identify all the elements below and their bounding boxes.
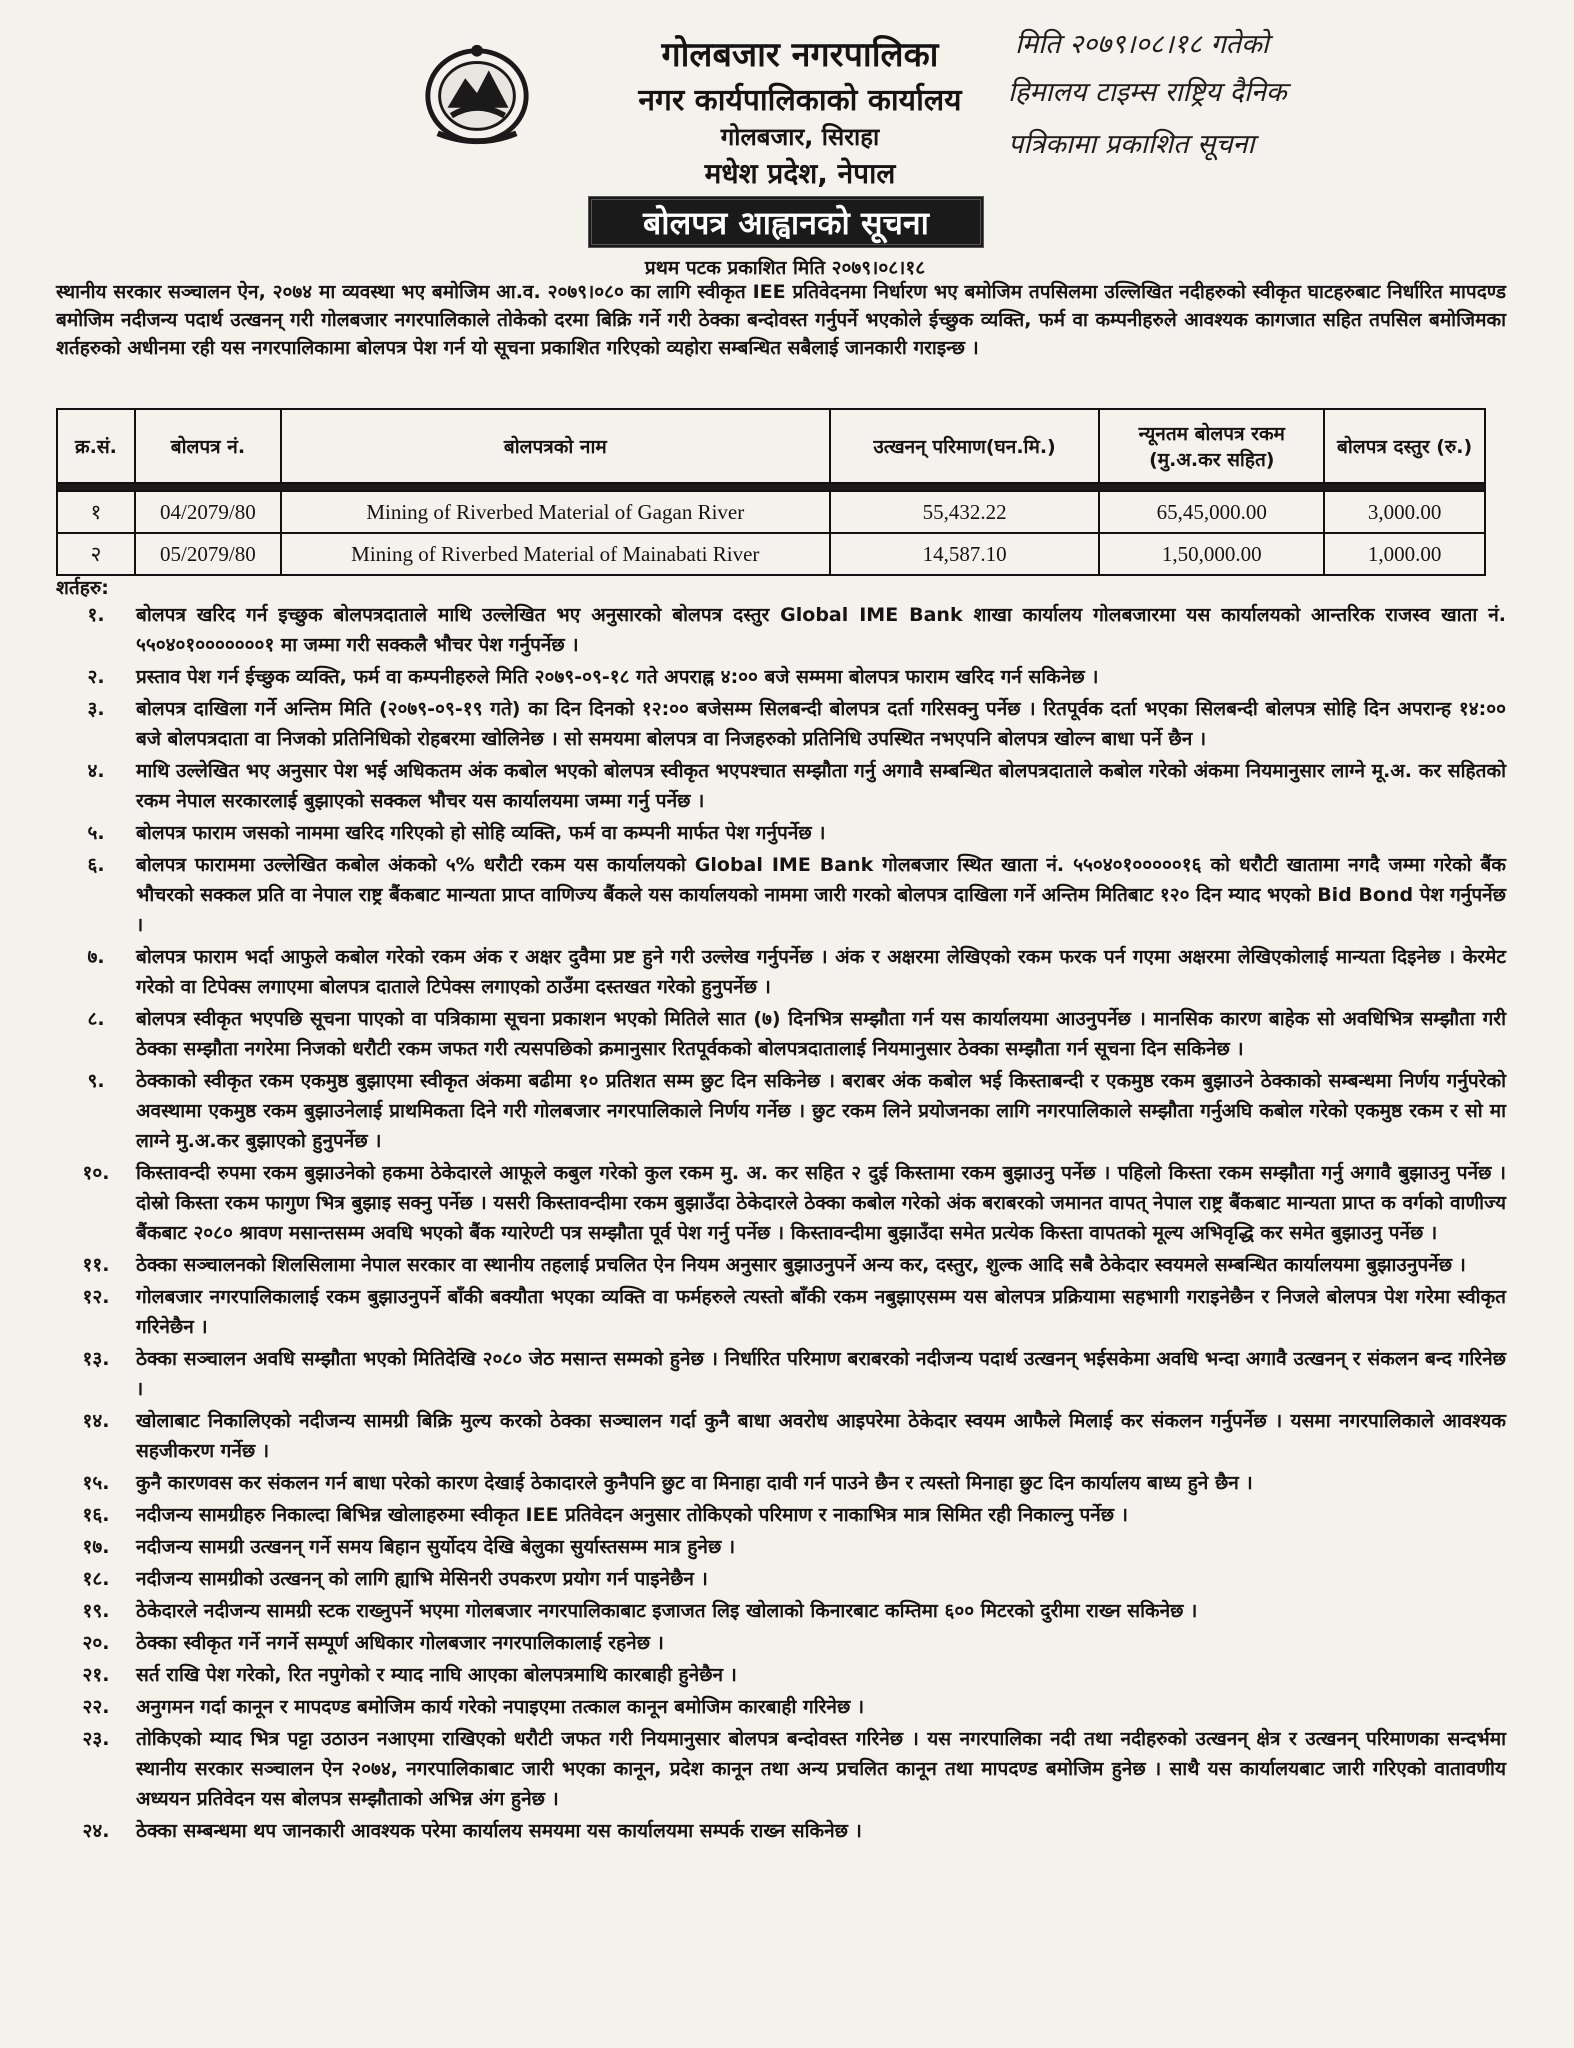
table-cell: 65,45,000.00 [1099, 491, 1324, 533]
condition-number: २१. [82, 1664, 110, 1686]
condition-text: कुनै कारणवस कर संकलन गर्न बाधा परेको कारण देखाई ठेकादारले कुनैपनि छुट वा मिनाहा दावी गर्न पाउने छैन र त्यस्तो मिनाहा छुट दिन कार्यालय बाध्य हुने छैन । [136, 1472, 1253, 1494]
condition-text: नदीजन्य सामग्री उत्खनन् गर्ने समय बिहान सुर्योदय देखि बेलुका सुर्यास्तसम्म मात्र हुनेछ । [136, 1536, 736, 1558]
condition-number: २२. [82, 1696, 110, 1718]
condition-text: ठेक्का स्वीकृत गर्ने नगर्ने सम्पूर्ण अधिकार गोलबजार नगरपालिकालाई रहनेछ । [136, 1632, 664, 1654]
condition-item [56, 1004, 1506, 1064]
condition-number: १०. [82, 1162, 110, 1184]
table-header-cell: क्र.सं. [57, 409, 135, 483]
condition-item [56, 756, 1506, 816]
condition-item [56, 1158, 1506, 1248]
handwritten-note-line1: मिति २०७९।०८।१८ गतेको [1015, 29, 1269, 60]
condition-number: १७. [82, 1536, 110, 1558]
table-cell: 05/2079/80 [135, 533, 281, 575]
condition-item [56, 1660, 1506, 1690]
condition-text: खोलाबाट निकालिएको नदीजन्य सामग्री बिक्रि मुल्य करको ठेक्का सञ्चालन गर्दा कुनै बाधा अवरोध आइपरेमा ठेकेदार स्वयम आफैले मिलाई कर संकलन गर्नुपर्नेछ । यसमा नगरपालिकाले आवश्यक सहजीकरण गर्नेछ । [136, 1410, 1506, 1462]
table-header-cell: उत्खनन् परिमाण(घन.मि.) [830, 409, 1100, 483]
condition-number: ८. [87, 1008, 105, 1030]
condition-text: ठेक्का सञ्चालन अवधि सम्झौता भएको मितिदेखि २०८० जेठ मसान्त सम्मको हुनेछ । निर्धारित परिमाण बराबरको नदीजन्य पदार्थ उत्खनन् भईसकेमा अवधि भन्दा अगावै उत्खनन् र संकलन बन्द गरिनेछ । [136, 1348, 1506, 1400]
condition-item [56, 1724, 1506, 1814]
condition-item [56, 1066, 1506, 1156]
table-header-cell: बोलपत्रको नाम [281, 409, 830, 483]
notice-title: बोलपत्र आह्वानको सूचना [588, 196, 984, 248]
intro-paragraph: स्थानीय सरकार सञ्चालन ऐन, २०७४ मा व्यवस्था भए बमोजिम आ.व. २०७९।०८० का लागि स्वीकृत IEE प्रतिवेदनमा निर्धारण भए बमोजिम तपसिलमा उल्लिखित नदीहरुको स्वीकृत घाटहरुबाट निर्धारित मापदण्ड बमोजिम नदीजन्य पदार्थ उत्खनन् गरी गोलबजार नगरपालिकाले तोकेको दरमा बिक्रि गर्ने गरी ठेक्का बन्दोवस्त गर्नुपर्ने भएकोले ईच्छुक व्यक्ति, फर्म वा कम्पनीहरुले आवश्यक कागजात सहित तपसिल बमोजिमका शर्तहरुको अधीनमा रही यस नगरपालिकामा बोलपत्र पेश गर्न यो सूचना प्रकाशित गरिएको व्यहोरा सम्बन्धित सबैलाई जानकारी गराइन्छ । [56, 281, 1506, 359]
conditions-list [56, 600, 1506, 1848]
condition-number: ६. [87, 854, 105, 876]
table-cell: 55,432.22 [830, 491, 1100, 533]
office-name: नगर कार्यपालिकाको कार्यालय [638, 83, 962, 118]
handwritten-note-line2: हिमालय टाइम्स राष्ट्रिय दैनिक [1008, 77, 1287, 108]
condition-item [56, 662, 1506, 692]
condition-text: ठेक्का सञ्चालनको शिलसिलामा नेपाल सरकार वा स्थानीय तहलाई प्रचलित ऐन नियम अनुसार बुझाउनुपर्ने अन्य कर, दस्तुर, शुल्क आदि सबै ठेकेदार स्वयमले सम्बन्धित कार्यालयमा बुझाउनुपर्नेछ । [136, 1254, 1466, 1276]
condition-number: २. [87, 666, 105, 688]
condition-item [56, 1406, 1506, 1466]
condition-item [56, 850, 1506, 940]
condition-text: बोलपत्र फाराम भर्दा आफुले कबोल गरेको रकम अंक र अक्षर दुवैमा प्रष्ट हुने गरी उल्लेख गर्नुपर्नेछ । अंक र अक्षरमा लेखिएको रकम फरक पर्न गएमा अक्षरमा लेखिएकोलाई मान्यता दिइनेछ । केरमेट गरेको वा टिपेक्स लगाएमा बोलपत्र दाताले टिपेक्स लगाएको ठाउँमा दस्तखत गरेको हुनुपर्नेछ । [136, 946, 1506, 998]
condition-item [56, 1282, 1506, 1342]
table-cell: 04/2079/80 [135, 491, 281, 533]
condition-item [56, 1692, 1506, 1722]
condition-number: १९. [82, 1600, 110, 1622]
condition-text: बोलपत्र फाराम जसको नाममा खरिद गरिएको हो सोहि व्यक्ति, फर्म वा कम्पनी मार्फत पेश गर्नुपर्नेछ । [136, 822, 826, 844]
table-cell: 14,587.10 [830, 533, 1100, 575]
condition-item [56, 1564, 1506, 1594]
condition-text: गोलबजार नगरपालिकालाई रकम बुझाउनुपर्ने बाँकी बक्यौता भएका व्यक्ति वा फर्महरुले त्यस्तो बाँकी रकम नबुझाएसम्म यस बोलपत्र प्रक्रियामा सहभागी गराइनेछैन र निजले बोलपत्र पेश गरेमा स्वीकृत गरिनेछैन । [136, 1286, 1506, 1338]
condition-number: ७. [87, 946, 105, 968]
condition-text: किस्तावन्दी रुपमा रकम बुझाउनेको हकमा ठेकेदारले आफूले कबुल गरेको कुल रकम मु. अ. कर सहित २ दुई किस्तामा रकम बुझाउनु पर्नेछ । पहिलो किस्ता रकम सम्झौता गर्नु अगावै बुझाउनु पर्नेछ । दोस्रो किस्ता रकम फागुण भित्र बुझाइ सक्नु पर्नेछ । यसरी किस्तावन्दीमा रकम बुझाउँदा ठेकेदारले ठेक्का कबोल गरेको अंक बराबरको जमानत वापत् नेपाल राष्ट्र बैंकबाट मान्यता प्राप्त क वर्गको वाणीज्य बैंकबाट २०८० श्रावण मसान्तसम्म अवधि भएको बैंक ग्यारेण्टी पत्र सम्झौता पूर्व पेश गर्नु पर्नेछ । किस्तावन्दीमा बुझाउँदा समेत प्रत्येक किस्ता वापतको मूल्य अभिवृद्धि कर समेत बुझाउनु पर्नेछ । [136, 1162, 1506, 1244]
condition-item [56, 694, 1506, 754]
condition-text: बोलपत्र स्वीकृत भएपछि सूचना पाएको वा पत्रिकामा सूचना प्रकाशन भएको मितिले सात (७) दिनभित्र सम्झौता गर्न यस कार्यालयमा आउनुपर्नेछ । मानसिक कारण बाहेक सो अवधिभित्र सम्झौता गरी ठेक्का सम्झौता नगरेमा निजको धरौटी रकम जफत गरी त्यसपछिको क्रमानुसार रितपूर्वकको बोलपत्रदातालाई नियमानुसार ठेक्का सम्झौता गर्न सूचना दिन सकिनेछ । [136, 1008, 1506, 1060]
handwritten-note-line3: पत्रिकामा प्रकाशित सूचना [1008, 129, 1255, 160]
office-location: गोलबजार, सिराहा [720, 123, 880, 151]
condition-text: ठेक्काको स्वीकृत रकम एकमुष्ठ बुझाएमा स्वीकृत अंकमा बढीमा १० प्रतिशत सम्म छुट दिन सकिनेछ । बराबर अंक कबोल भई किस्ताबन्दी र एकमुष्ठ रकम बुझाउने ठेक्काको सम्बन्धमा निर्णय गर्नुपरेको अवस्थामा एकमुष्ठ रकम बुझाउनेलाई प्राथमिकता दिने गरी गोलबजार नगरपालिकाले निर्णय गर्नेछ । छुट रकम लिने प्रयोजनका लागि नगरपालिकाले सम्झौता गर्नुअघि कबोल गरेको एकमुष्ठ रकम र सो मा लाग्ने मु.अ.कर बुझाएको हुनुपर्नेछ । [136, 1070, 1506, 1152]
tender-table [56, 408, 1486, 576]
condition-number: १८. [82, 1568, 110, 1590]
condition-number: १. [87, 604, 105, 626]
condition-item [56, 1468, 1506, 1498]
condition-text: तोकिएको म्याद भित्र पट्टा उठाउन नआएमा राखिएको धरौटी जफत गरी नियमानुसार बोलपत्र बन्दोवस्त गरिनेछ । यस नगरपालिका नदी तथा नदीहरुको उत्खनन् क्षेत्र र उत्खनन् परिमाणका सन्दर्भमा स्थानीय सरकार सञ्चालन ऐन २०७४, नगरपालिकाबाट जारी भएका कानून, प्रदेश कानून तथा अन्य प्रचलित कानून तथा मापदण्ड बमोजिम हुनेछ । साथै यस कार्यालयबाट जारी गरिएको वातावणीय अध्ययन प्रतिवेदन यस बोलपत्र सम्झौताको अभिन्न अंग हुनेछ । [136, 1728, 1506, 1810]
table-cell: २ [57, 533, 135, 575]
condition-text: प्रस्ताव पेश गर्न ईच्छुक व्यक्ति, फर्म वा कम्पनीहरुले मिति २०७९-०९-१८ गते अपराह्न ४:०० बजे सम्ममा बोलपत्र फाराम खरिद गर्न सकिनेछ । [136, 666, 1099, 688]
condition-number: १२. [82, 1286, 110, 1308]
table-cell: १ [57, 491, 135, 533]
condition-item [56, 1816, 1506, 1846]
condition-number: ३. [87, 698, 105, 720]
condition-item [56, 1628, 1506, 1658]
table-row [57, 533, 1485, 575]
condition-text: माथि उल्लेखित भए अनुसार पेश भई अधिकतम अंक कबोल भएको बोलपत्र स्वीकृत भएपश्चात सम्झौता गर्नु अगावै सम्बन्धित बोलपत्रदाताले कबोल गरेको अंकमा नियमानुसार लाग्ने मू.अ. कर सहितको रकम नेपाल सरकारलाई बुझाएको सक्कल भौचर यस कार्यालयमा जम्मा गर्नु पर्नेछ । [136, 760, 1506, 812]
table-cell: 1,000.00 [1324, 533, 1485, 575]
province-name: मधेश प्रदेश, नेपाल [704, 157, 896, 190]
condition-text: बोलपत्र फाराममा उल्लेखित कबोल अंकको ५% धरौटी रकम यस कार्यालयको Global IME Bank गोलबजार स्थित खाता नं. ५५०४०१०००००१६ को धरौटी खातामा नगदै जम्मा गरेको बैंक भौचरको सक्कल प्रति वा नेपाल राष्ट्र बैंकबाट मान्यता प्राप्त वाणिज्य बैंकले यस कार्यालयको नाममा जारी गरको बोलपत्र दाखिला गर्ने अन्तिम मितिबाट १२० दिन म्याद भएको Bid Bond पेश गर्नुपर्नेछ । [136, 854, 1506, 936]
municipality-name: गोलबजार नगरपालिका [661, 35, 939, 75]
publication-date: प्रथम पटक प्रकाशित मिति २०७९।०८।१८ [644, 257, 926, 279]
condition-text: सर्त राखि पेश गरेको, रित नपुगेको र म्याद नाघि आएका बोलपत्रमाथि कारबाही हुनेछैन । [136, 1664, 737, 1686]
condition-number: ५. [87, 822, 105, 844]
condition-text: बोलपत्र खरिद गर्न इच्छुक बोलपत्रदाताले माथि उल्लेखित भए अनुसारको बोलपत्र दस्तुर Global IME Bank शाखा कार्यालय गोलबजारमा यस कार्यालयको आन्तरिक राजस्व खाता नं. ५५०४०१०००००००१ मा जम्मा गरी सक्कलै भौचर पेश गर्नुपर्नेछ । [136, 604, 1506, 656]
condition-item [56, 1250, 1506, 1280]
condition-item [56, 1532, 1506, 1562]
condition-number: ९. [87, 1070, 105, 1092]
condition-text: बोलपत्र दाखिला गर्ने अन्तिम मिति (२०७९-०९-१९ गते) का दिन दिनको १२:०० बजेसम्म सिलबन्दी बोलपत्र दर्ता गरिसक्नु पर्नेछ । रितपूर्वक दर्ता भएका सिलबन्दी बोलपत्र सोहि दिन अपरान्ह १४:०० बजे बोलपत्रदाता वा निजको प्रतिनिधिको रोहबरमा खोलिनेछ । सो समयमा बोलपत्र वा निजहरुको प्रतिनिधि उपस्थित नभएपनि बोलपत्र खोल्न बाधा पर्ने छैन । [136, 698, 1506, 750]
condition-number: ४. [87, 760, 105, 782]
table-row [57, 491, 1485, 533]
table-header-row [57, 409, 1485, 483]
condition-text: ठेक्का सम्बन्धमा थप जानकारी आवश्यक परेमा कार्यालय समयमा यस कार्यालयमा सम्पर्क राख्न सकिनेछ । [136, 1820, 862, 1842]
table-header-cell: न्यूनतम बोलपत्र रकम (मु.अ.कर सहित) [1099, 409, 1324, 483]
table-header-cell: बोलपत्र नं. [135, 409, 281, 483]
table-cell: Mining of Riverbed Material of Mainabati River [281, 533, 830, 575]
condition-text: नदीजन्य सामग्रीको उत्खनन् को लागि ह्याभि मेसिनरी उपकरण प्रयोग गर्न पाइनेछैन । [136, 1568, 708, 1590]
condition-number: ११. [82, 1254, 110, 1276]
condition-text: नदीजन्य सामग्रीहरु निकाल्दा बिभिन्न खोलाहरुमा स्वीकृत IEE प्रतिवेदन अनुसार तोकिएको परिमाण र नाकाभित्र मात्र सिमित रही निकाल्नु पर्नेछ । [136, 1504, 1128, 1526]
condition-number: २४. [82, 1820, 110, 1842]
condition-item [56, 1500, 1506, 1530]
nepal-emblem-icon [418, 38, 536, 148]
condition-item [56, 1596, 1506, 1626]
condition-number: २०. [82, 1632, 110, 1654]
table-cell: 1,50,000.00 [1099, 533, 1324, 575]
condition-number: १३. [82, 1348, 110, 1370]
table-cell: Mining of Riverbed Material of Gagan River [281, 491, 830, 533]
table-cell: 3,000.00 [1324, 491, 1485, 533]
condition-item [56, 818, 1506, 848]
table-header-cell: बोलपत्र दस्तुर (रु.) [1324, 409, 1485, 483]
condition-number: १४. [82, 1410, 110, 1432]
condition-number: १६. [82, 1504, 110, 1526]
condition-text: अनुगमन गर्दा कानून र मापदण्ड बमोजिम कार्य गरेको नपाइएमा तत्काल कानून बमोजिम कारबाही गरिनेछ । [136, 1696, 865, 1718]
table-divider [57, 483, 1485, 491]
condition-item [56, 600, 1506, 660]
condition-item [56, 942, 1506, 1002]
condition-text: ठेकेदारले नदीजन्य सामग्री स्टक राख्नुपर्ने भएमा गोलबजार नगरपालिकाबाट इजाजत लिइ खोलाको किनारबाट कम्तिमा ६०० मिटरको दुरीमा राख्न सकिनेछ । [136, 1600, 1198, 1622]
condition-number: १५. [82, 1472, 110, 1494]
condition-number: २३. [82, 1728, 110, 1750]
condition-item [56, 1344, 1506, 1404]
conditions-heading: शर्तहरु: [56, 577, 109, 599]
